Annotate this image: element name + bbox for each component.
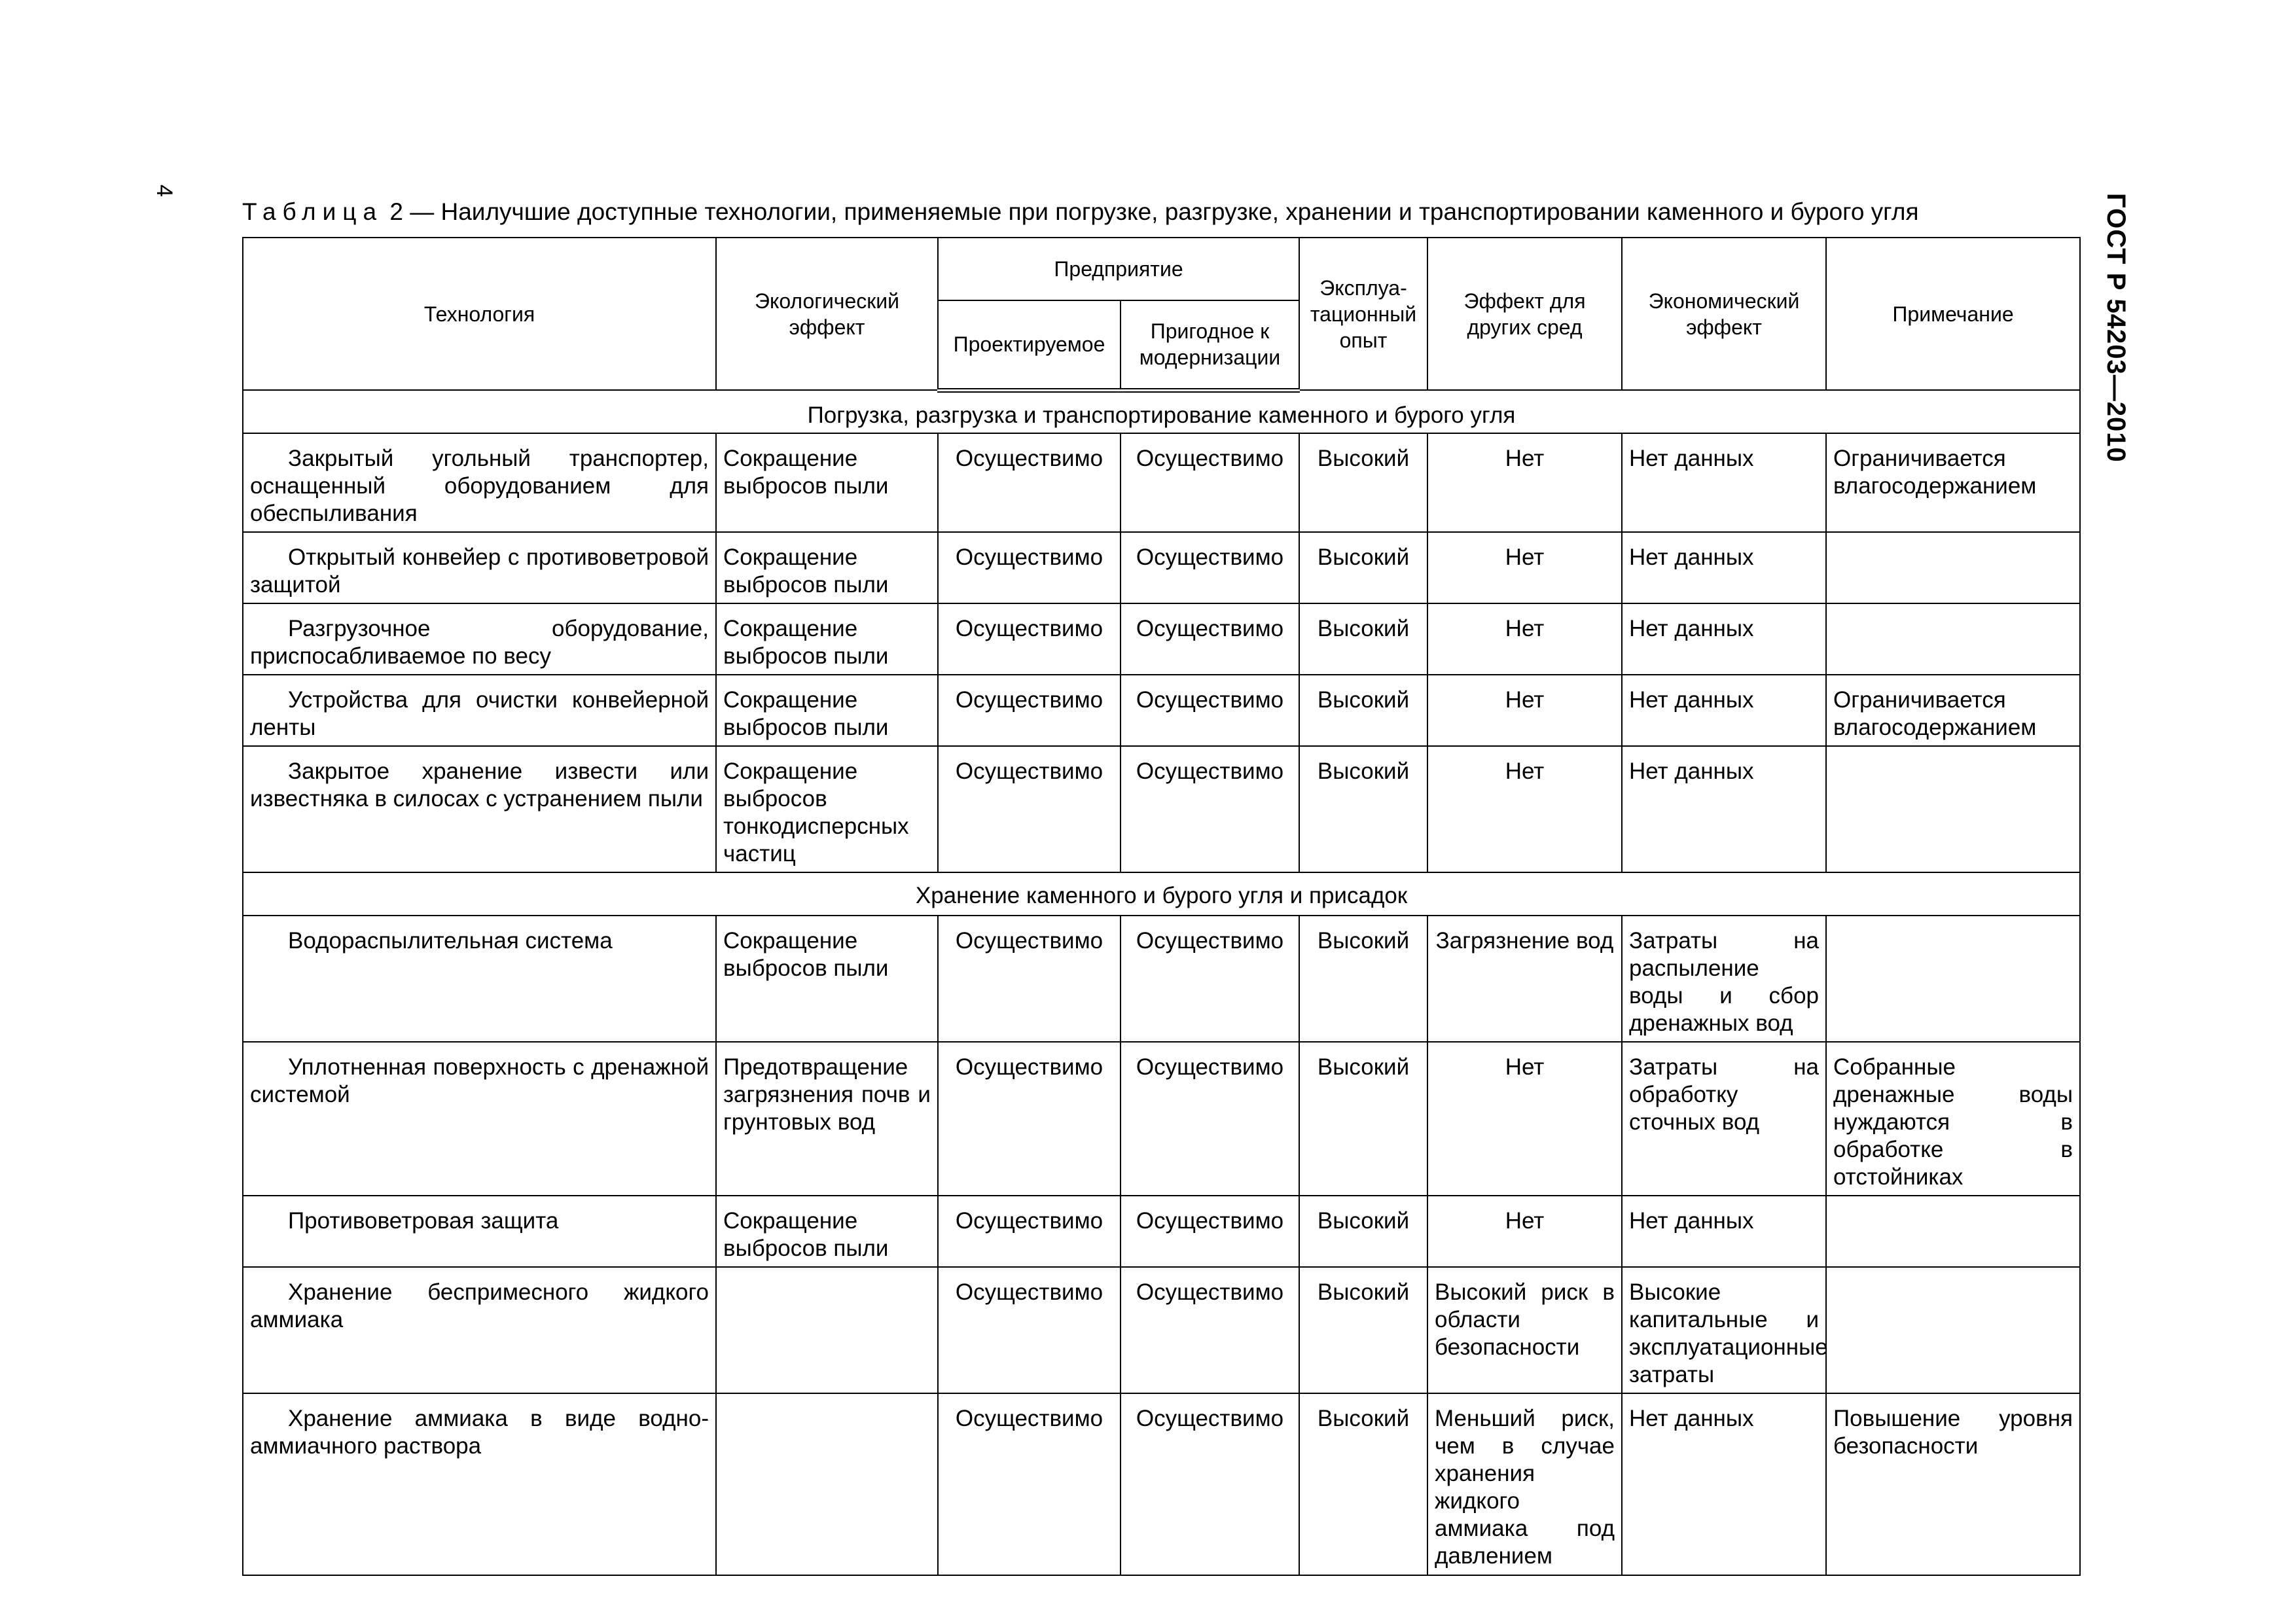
table-row xyxy=(243,1196,2080,1267)
table-row xyxy=(243,746,2080,872)
table-row xyxy=(243,916,2080,1042)
section-title: Хранение каменного и бурого угля и присадок xyxy=(243,872,2080,916)
header-designed: Проектируемое xyxy=(938,300,1121,390)
cell-eco-effect: Сокращение выбросов пыли xyxy=(716,532,938,603)
header-eco-effect: Экологический эффект xyxy=(716,238,938,390)
cell-experience: Высокий xyxy=(1299,1267,1427,1393)
cell-cross-media: Нет xyxy=(1427,746,1622,872)
cell-note: Повышение уровня безопасности xyxy=(1826,1393,2080,1575)
cell-designed: Осуществимо xyxy=(938,1393,1121,1575)
cell-technology: Противоветровая защита xyxy=(243,1196,716,1267)
cell-economic: Нет данных xyxy=(1622,532,1826,603)
cell-experience: Высокий xyxy=(1299,433,1427,532)
cell-cross-media: Меньший риск, чем в случае хранения жидкого аммиака под давлением xyxy=(1427,1393,1622,1575)
cell-note xyxy=(1826,1196,2080,1267)
cell-experience: Высокий xyxy=(1299,746,1427,872)
cell-modernization: Осуществимо xyxy=(1121,916,1299,1042)
cell-modernization: Осуществимо xyxy=(1121,1267,1299,1393)
cell-economic: Затраты на распыление воды и сбор дренажных вод xyxy=(1622,916,1826,1042)
cell-economic: Нет данных xyxy=(1622,675,1826,746)
header-enterprise: Предприятие xyxy=(938,238,1299,300)
cell-note: Собранные дренажные воды нуждаются в обработке в отстойниках xyxy=(1826,1042,2080,1196)
cell-modernization: Осуществимо xyxy=(1121,675,1299,746)
bat-table xyxy=(242,237,2081,1576)
cell-technology: Водораспылительная система xyxy=(243,916,716,1042)
cell-eco-effect: Предотвращение загрязнения почв и грунтовых вод xyxy=(716,1042,938,1196)
cell-economic: Нет данных xyxy=(1622,746,1826,872)
cell-modernization: Осуществимо xyxy=(1121,532,1299,603)
cell-technology: Хранение аммиака в виде водно-аммиачного раствора xyxy=(243,1393,716,1575)
cell-technology: Уплотненная поверхность с дренажной системой xyxy=(243,1042,716,1196)
cell-note xyxy=(1826,916,2080,1042)
cell-cross-media: Нет xyxy=(1427,433,1622,532)
cell-note xyxy=(1826,603,2080,675)
header-cross-media: Эффект для других сред xyxy=(1427,238,1622,390)
page-number: 4 xyxy=(152,185,177,197)
cell-technology: Хранение беспримесного жидкого аммиака xyxy=(243,1267,716,1393)
cell-experience: Высокий xyxy=(1299,675,1427,746)
cell-note xyxy=(1826,1267,2080,1393)
cell-note: Ограничивается влагосодержанием xyxy=(1826,433,2080,532)
document-code: ГОСТ Р 54203—2010 xyxy=(2102,193,2130,463)
cell-designed: Осуществимо xyxy=(938,433,1121,532)
header-experience: Эксплуа-тационный опыт xyxy=(1299,238,1427,390)
cell-eco-effect: Сокращение выбросов тонкодисперсных частиц xyxy=(716,746,938,872)
header-technology: Технология xyxy=(243,238,716,390)
cell-modernization: Осуществимо xyxy=(1121,1393,1299,1575)
cell-designed: Осуществимо xyxy=(938,603,1121,675)
cell-economic: Нет данных xyxy=(1622,603,1826,675)
cell-technology: Разгрузочное оборудование, приспосабливаемое по весу xyxy=(243,603,716,675)
cell-economic: Нет данных xyxy=(1622,433,1826,532)
cell-cross-media: Нет xyxy=(1427,532,1622,603)
caption-label: Таблица xyxy=(242,198,384,225)
cell-technology: Устройства для очистки конвейерной ленты xyxy=(243,675,716,746)
cell-economic: Нет данных xyxy=(1622,1196,1826,1267)
cell-note xyxy=(1826,746,2080,872)
cell-eco-effect: Сокращение выбросов пыли xyxy=(716,1196,938,1267)
cell-designed: Осуществимо xyxy=(938,746,1121,872)
header-note: Примечание xyxy=(1826,238,2080,390)
cell-designed: Осуществимо xyxy=(938,1042,1121,1196)
cell-experience: Высокий xyxy=(1299,532,1427,603)
cell-designed: Осуществимо xyxy=(938,675,1121,746)
cell-eco-effect xyxy=(716,1393,938,1575)
cell-experience: Высокий xyxy=(1299,1393,1427,1575)
cell-economic: Нет данных xyxy=(1622,1393,1826,1575)
section-title: Погрузка, разгрузка и транспортирование каменного и бурого угля xyxy=(243,390,2080,433)
cell-economic: Затраты на обработку сточных вод xyxy=(1622,1042,1826,1196)
cell-modernization: Осуществимо xyxy=(1121,1196,1299,1267)
table-row xyxy=(243,1042,2080,1196)
cell-experience: Высокий xyxy=(1299,1196,1427,1267)
cell-experience: Высокий xyxy=(1299,916,1427,1042)
cell-cross-media: Нет xyxy=(1427,675,1622,746)
cell-cross-media: Высокий риск в области безопасности xyxy=(1427,1267,1622,1393)
cell-experience: Высокий xyxy=(1299,603,1427,675)
cell-cross-media: Нет xyxy=(1427,603,1622,675)
cell-designed: Осуществимо xyxy=(938,1267,1121,1393)
cell-eco-effect: Сокращение выбросов пыли xyxy=(716,433,938,532)
header-modernization: Пригодное к модернизации xyxy=(1121,300,1299,390)
cell-modernization: Осуществимо xyxy=(1121,433,1299,532)
cell-technology: Закрытое хранение извести или известняка в силосах с устранением пыли xyxy=(243,746,716,872)
cell-cross-media: Нет xyxy=(1427,1042,1622,1196)
cell-designed: Осуществимо xyxy=(938,532,1121,603)
cell-experience: Высокий xyxy=(1299,1042,1427,1196)
cell-technology: Открытый конвейер с противоветровой защитой xyxy=(243,532,716,603)
table-row xyxy=(243,433,2080,532)
caption-text: 2 — Наилучшие доступные технологии, применяемые при погрузке, разгрузке, хранении и транспортировании каменного и бурого угля xyxy=(383,198,1919,225)
cell-note xyxy=(1826,532,2080,603)
cell-modernization: Осуществимо xyxy=(1121,746,1299,872)
header-economic: Экономический эффект xyxy=(1622,238,1826,390)
table-row xyxy=(243,532,2080,603)
table-row xyxy=(243,675,2080,746)
cell-designed: Осуществимо xyxy=(938,916,1121,1042)
table-row xyxy=(243,1393,2080,1575)
cell-eco-effect xyxy=(716,1267,938,1393)
cell-technology: Закрытый угольный транспортер, оснащенный оборудованием для обеспыливания xyxy=(243,433,716,532)
cell-note: Ограничивается влагосодержанием xyxy=(1826,675,2080,746)
cell-eco-effect: Сокращение выбросов пыли xyxy=(716,675,938,746)
cell-designed: Осуществимо xyxy=(938,1196,1121,1267)
cell-economic: Высокие капитальные и эксплуатационные затраты xyxy=(1622,1267,1826,1393)
table-row xyxy=(243,603,2080,675)
cell-modernization: Осуществимо xyxy=(1121,603,1299,675)
cell-cross-media: Загрязнение вод xyxy=(1427,916,1622,1042)
table-row xyxy=(243,1267,2080,1393)
table-caption xyxy=(242,198,1919,226)
cell-modernization: Осуществимо xyxy=(1121,1042,1299,1196)
cell-eco-effect: Сокращение выбросов пыли xyxy=(716,603,938,675)
cell-cross-media: Нет xyxy=(1427,1196,1622,1267)
cell-eco-effect: Сокращение выбросов пыли xyxy=(716,916,938,1042)
